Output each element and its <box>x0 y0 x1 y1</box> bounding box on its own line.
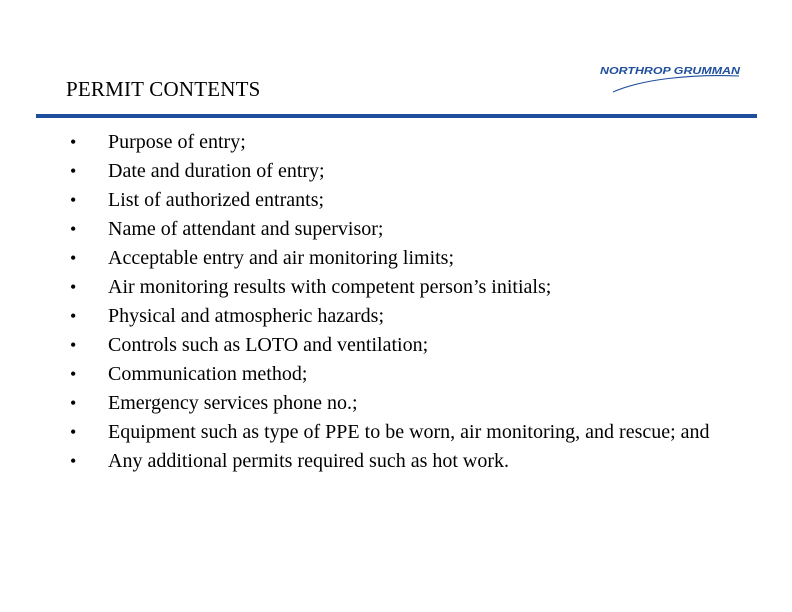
list-item <box>70 128 710 157</box>
bullet-icon: • <box>70 335 77 355</box>
list-item-text: Equipment such as type of PPE to be worn, air monitoring, and rescue; and <box>108 421 710 443</box>
list-item <box>70 418 710 447</box>
list-item-text: Acceptable entry and air monitoring limits; <box>108 247 455 269</box>
list-item <box>70 186 710 215</box>
bullet-icon: • <box>70 277 77 297</box>
bullet-icon: • <box>70 364 77 384</box>
slide-title: PERMIT CONTENTS <box>66 77 261 101</box>
list-item-text: Communication method; <box>108 363 308 385</box>
logo-wordmark: NORTHROP GRUMMAN <box>600 65 741 77</box>
list-item <box>70 273 710 302</box>
list-item <box>70 157 710 186</box>
list-item <box>70 215 710 244</box>
list-item <box>70 244 710 273</box>
bullet-icon: • <box>70 132 77 152</box>
bullet-icon: • <box>70 248 77 268</box>
list-item <box>70 447 710 476</box>
list-item-text: Controls such as LOTO and ventilation; <box>108 334 429 356</box>
list-item-text: List of authorized entrants; <box>108 189 325 211</box>
list-item-text: Physical and atmospheric hazards; <box>108 305 385 327</box>
list-item <box>70 302 710 331</box>
logo-swoosh <box>613 76 739 92</box>
list-item-text: Emergency services phone no.; <box>108 392 358 414</box>
bullet-icon: • <box>70 422 77 442</box>
list-item <box>70 331 710 360</box>
list-item-text: Air monitoring results with competent person’s initials; <box>108 276 552 298</box>
bullet-icon: • <box>70 451 77 471</box>
list-item <box>70 360 710 389</box>
bullet-icon: • <box>70 393 77 413</box>
bullet-icon: • <box>70 190 77 210</box>
permit-contents-list <box>70 128 710 476</box>
northrop-grumman-logo <box>597 63 742 97</box>
list-item <box>70 389 710 418</box>
list-item-text: Purpose of entry; <box>108 131 246 153</box>
list-item-text: Date and duration of entry; <box>108 160 325 182</box>
bullet-icon: • <box>70 306 77 326</box>
bullet-icon: • <box>70 161 77 181</box>
title-divider <box>36 114 757 118</box>
list-item-text: Any additional permits required such as hot work. <box>108 450 510 472</box>
bullet-icon: • <box>70 219 77 239</box>
list-item-text: Name of attendant and supervisor; <box>108 218 384 240</box>
